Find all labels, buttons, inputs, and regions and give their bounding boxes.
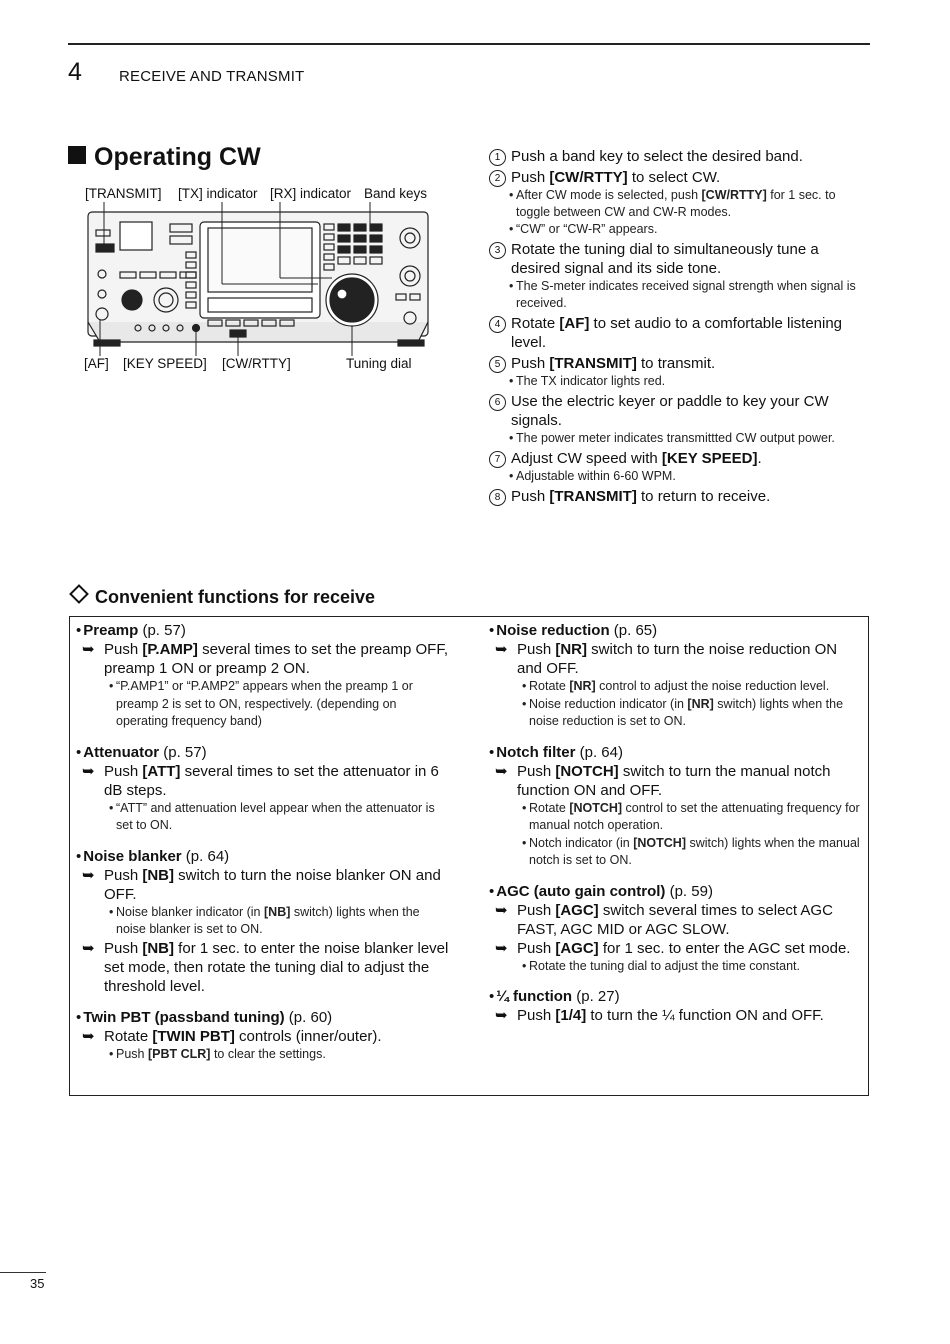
callout-tx-indicator: [TX] indicator [178,186,258,201]
step-note [489,278,871,312]
step-number-badge: 5 [489,356,506,373]
bold-key: [TRANSMIT] [549,355,637,372]
text-part: several times to set the preamp OFF, preamp 1 ON or preamp 2 ON. [104,641,449,677]
bold-key: [NR] [555,641,588,658]
function-action [489,1006,864,1025]
bold-key: [TWIN PBT] [152,1027,235,1045]
step-note [489,373,871,390]
step-note [489,468,871,485]
text-part: Push [104,641,143,658]
text-part: Push [104,762,143,780]
text-part: switch) lights when the noise reduction is set to ON. [529,696,844,728]
functions-column-left [76,621,450,1075]
callout-tuning-dial: Tuning dial [346,356,412,371]
step-note [489,221,871,238]
text-part: Rotate the tuning dial to simultaneously tune a desired signal and its side tone. [511,241,819,277]
function-heading [76,621,450,640]
text-part: The TX indicator lights red. [516,374,666,388]
function-note [76,800,450,835]
bold-key: [TRANSMIT] [549,488,637,505]
callout-rx-indicator: [RX] indicator [270,186,352,201]
function-note [76,904,450,939]
text-part: Push [517,762,556,780]
arrow-icon: ➥ [82,1027,95,1045]
text-part: Push [104,866,143,884]
text-part: The S-meter indicates received signal strength when signal is received. [516,279,856,310]
subsection-title-text: Convenient functions for receive [95,587,376,607]
function-heading [489,743,864,762]
text-part: Push [104,939,143,957]
bold-key: [CW/RTTY] [549,169,628,186]
section-title [68,143,261,172]
bold-key: [NR] [569,679,596,693]
step-4 [489,314,871,352]
function-heading [489,621,864,640]
text-part: Push [511,488,550,505]
text-part: to select CW. [627,169,721,186]
text-part: Rotate [511,315,560,332]
bold-key: [CW/RTTY] [701,188,767,202]
callout-af: [AF] [84,356,109,371]
text-part: switch to turn the noise blanker ON and OFF. [104,866,441,903]
function-name: Twin PBT (passband tuning) [83,1008,285,1026]
text-part: Rotate [529,800,570,815]
function-block [489,743,864,870]
text-part: control to adjust the noise reduction level. [595,679,830,693]
step-number-badge: 6 [489,394,506,411]
functions-column-right [489,621,864,1037]
subsection-title [68,587,375,608]
text-part: for 1 sec. to toggle between CW and CW-R modes. [516,188,836,219]
callout-band-keys: Band keys [364,186,428,201]
text-part: Push [511,169,550,186]
function-note [489,958,864,976]
text-part: Adjustable within 6-60 WPM. [516,469,676,483]
function-action [76,640,450,678]
function-action [76,762,450,800]
text-part: Push [517,1007,556,1024]
function-action [489,640,864,678]
text-part: controls (inner/outer). [234,1027,382,1045]
function-page-ref: (p. 59) [665,882,713,900]
text-part: “CW” or “CW-R” appears. [516,222,658,236]
function-note [489,678,864,696]
bold-key: [NR] [687,696,714,711]
step-number-badge: 1 [489,149,506,166]
text-part: After CW mode is selected, push [516,188,702,202]
arrow-icon: ➥ [82,762,95,780]
bold-key: [1/4] [555,1007,587,1024]
text-part: Rotate the tuning dial to adjust the time constant. [529,958,801,973]
text-part: Push [517,901,556,919]
function-action [489,762,864,800]
function-note [489,835,864,870]
text-part: Push [511,355,550,372]
function-page-ref: (p. 60) [284,1008,333,1026]
function-action [76,866,450,904]
function-action [76,1027,450,1046]
step-5 [489,354,871,373]
function-name: Preamp [83,622,139,639]
step-note [489,187,871,221]
function-name: AGC (auto gain control) [496,882,666,900]
step-number-badge: 4 [489,316,506,333]
function-heading [76,847,450,866]
function-heading [489,882,864,901]
text-part: switch to turn the manual notch function ON and OFF. [517,762,831,799]
text-part: to turn the ¼ function ON and OFF. [586,1007,824,1024]
arrow-icon: ➥ [495,939,508,957]
text-part: to set audio to a comfortable listening level. [511,315,843,351]
header-rule [68,43,870,45]
square-bullet-icon [68,146,86,164]
arrow-icon: ➥ [495,1007,508,1024]
function-action [76,939,450,996]
function-heading [76,1008,450,1027]
arrow-icon: ➥ [495,901,508,919]
function-page-ref: (p. 65) [609,622,658,639]
text-part: to return to receive. [636,488,771,505]
bold-key: [NB] [142,866,175,884]
text-part: switch several times to select AGC FAST, AGC MID or AGC SLOW. [517,901,833,938]
function-note [489,696,864,731]
text-part: Rotate [529,679,570,693]
text-part: for 1 sec. to enter the AGC set mode. [598,939,851,957]
bold-key: [PBT CLR] [147,1046,211,1061]
text-part: Use the electric keyer or paddle to key your CW signals. [511,393,829,429]
step-8 [489,487,871,506]
text-part: several times to set the attenuator in 6 dB steps. [104,762,439,799]
function-page-ref: (p. 27) [572,988,620,1005]
function-name: Noise blanker [83,847,182,865]
arrow-icon: ➥ [82,939,95,957]
convenient-functions-box [69,616,869,1096]
text-part: control to set the attenuating frequency for manual notch operation. [529,800,860,832]
function-name: Attenuator [83,743,160,761]
text-part: switch to turn the noise reduction ON and OFF. [517,641,838,677]
arrow-icon: ➥ [495,641,508,658]
text-part: “ATT” and attenuation level appear when the attenuator is set to ON. [116,800,435,832]
text-part: Push [517,641,556,658]
function-page-ref: (p. 57) [138,622,186,639]
footer-rule [0,1272,46,1273]
bold-key: [AGC] [555,901,599,919]
bold-key: [NB] [264,904,291,919]
step-number-badge: 8 [489,489,506,506]
page-number: 35 [30,1276,45,1291]
text-part: . [757,450,762,467]
step-number-badge: 7 [489,451,506,468]
step-1 [489,147,871,166]
section-title-text: Operating CW [94,143,261,171]
bold-key: [AGC] [555,939,599,957]
step-note [489,430,871,447]
function-block [76,743,450,835]
callout-key-speed: [KEY SPEED] [123,356,207,371]
text-part: Noise blanker indicator (in [116,904,264,919]
callout-transmit: [TRANSMIT] [85,186,162,201]
function-block [76,847,450,996]
step-3 [489,240,871,278]
text-part: switch) lights when the noise blanker is set to ON. [116,904,420,936]
bold-key: [NOTCH] [569,800,623,815]
text-part: “P.AMP1” or “P.AMP2” appears when the preamp 1 or preamp 2 is set to ON, respectively. (depending on operating frequency band) [116,679,413,728]
text-part: for 1 sec. to enter the noise blanker level set mode, then rotate the tuning dial to adjust the threshold level. [104,939,449,995]
text-part: Adjust CW speed with [511,450,662,467]
text-part: Rotate [104,1027,153,1045]
callout-cw-rtty: [CW/RTTY] [222,356,291,371]
function-block [489,621,864,731]
transceiver-front-panel-illustration [80,202,440,356]
function-name: Notch filter [496,743,576,761]
bold-key: [AF] [559,315,590,332]
arrow-icon: ➥ [495,762,508,780]
step-number-badge: 3 [489,242,506,259]
function-block [76,621,450,731]
text-part: switch) lights when the manual notch is set to ON. [529,835,860,867]
bold-key: [NOTCH] [555,762,619,780]
operating-steps-list [489,147,871,506]
function-action [489,939,864,958]
chapter-number: 4 [68,58,82,86]
arrow-icon: ➥ [82,866,95,884]
bold-key: [ATT] [142,762,181,780]
function-note [76,678,450,731]
text-part: Push [517,939,556,957]
function-name: ¼ function [496,988,573,1005]
function-action [489,901,864,939]
text-part: to transmit. [636,355,716,372]
chapter-title: RECEIVE AND TRANSMIT [119,68,305,85]
step-2 [489,168,871,187]
bold-key: [NB] [142,939,175,957]
bold-key: [KEY SPEED] [661,450,758,467]
step-7 [489,449,871,468]
function-note [76,1046,450,1064]
bold-key: [NOTCH] [633,835,686,850]
diamond-bullet-icon [69,584,89,604]
text-part: Noise reduction indicator (in [529,696,688,711]
text-part: to clear the settings. [210,1046,326,1061]
text-part: Push a band key to select the desired band. [511,148,803,165]
function-page-ref: (p. 64) [575,743,623,761]
arrow-icon: ➥ [82,641,95,658]
function-heading [489,987,864,1006]
function-heading [76,743,450,762]
text-part: The power meter indicates transmittted CW output power. [516,431,835,445]
text-part: Notch indicator (in [529,835,634,850]
function-page-ref: (p. 64) [181,847,230,865]
function-block [76,1008,450,1064]
function-page-ref: (p. 57) [159,743,207,761]
function-block [489,987,864,1025]
bold-key: [P.AMP] [142,641,198,658]
text-part: Push [116,1046,148,1061]
function-block [489,882,864,976]
step-6 [489,392,871,430]
step-number-badge: 2 [489,170,506,187]
function-note [489,800,864,835]
function-name: Noise reduction [496,622,610,639]
